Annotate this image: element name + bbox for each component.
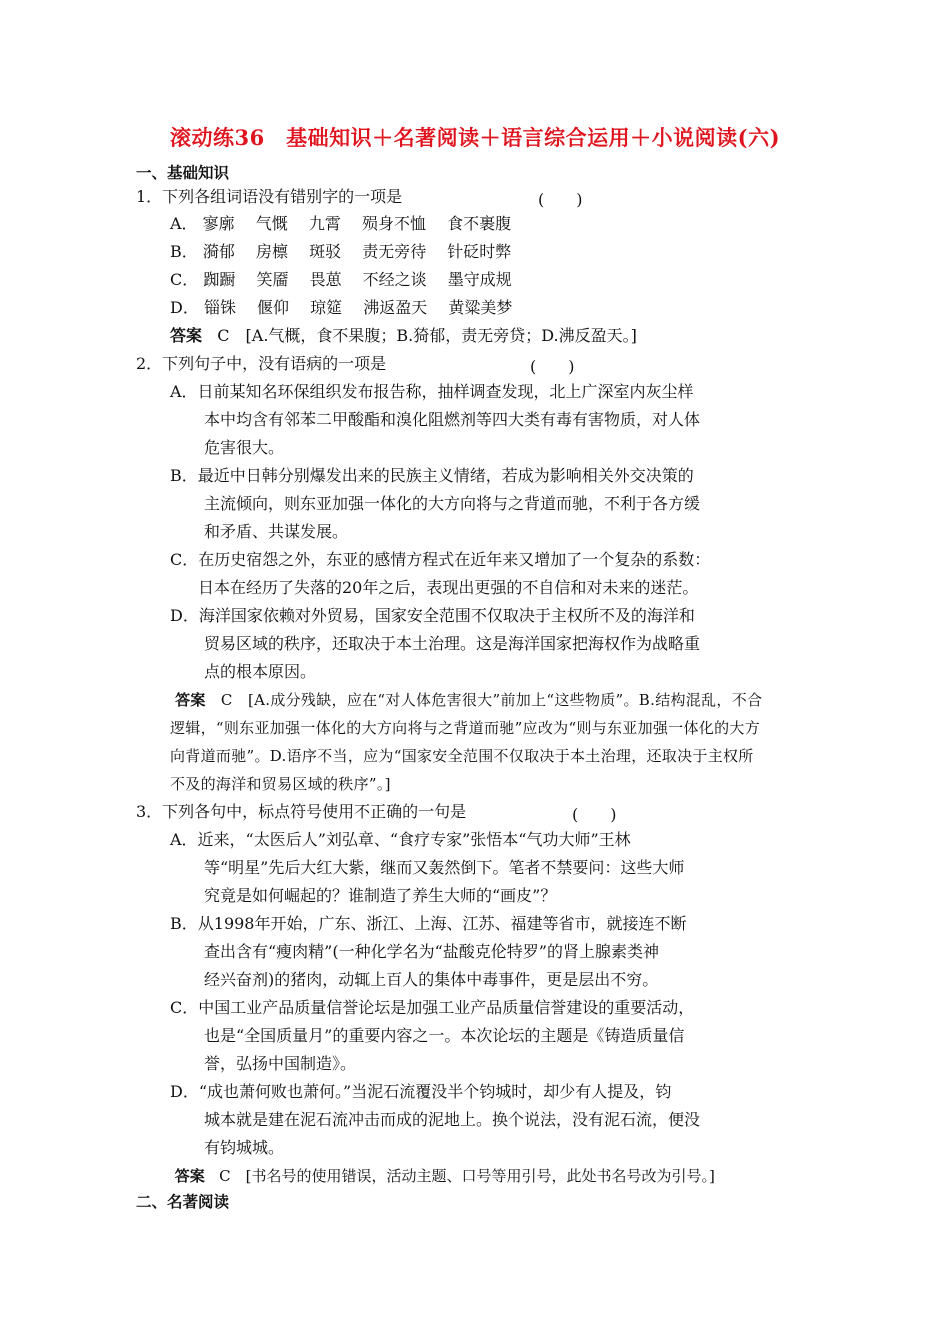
- option-word: 食不裹腹: [447, 214, 512, 233]
- option-word: 畏葸: [309, 270, 342, 289]
- option-word: 琼筵: [310, 298, 343, 317]
- option-word: 墨守成规: [447, 270, 512, 289]
- answer-label: 答案: [174, 1167, 205, 1185]
- answer-text: C [A.气概，食不果腹；B.猗郁，责无旁贷；D.沸反盈天。]: [217, 326, 637, 345]
- section-heading-basics: 一、基础知识: [136, 164, 230, 182]
- question-3-option-c-line-3: 誉，弘扬中国制造》。: [204, 1054, 357, 1073]
- question-3-answer: [170, 1166, 715, 1186]
- option-word: 偃仰: [257, 298, 290, 317]
- option-word: 黄粱美梦: [448, 298, 513, 317]
- question-2-answer-line-1: [170, 690, 762, 710]
- option-word: 不经之谈: [362, 270, 427, 289]
- option-letter: C．: [170, 270, 199, 289]
- option-word: 沸返盈天: [363, 298, 428, 317]
- question-2-option-a-line-1: A．日前某知名环保组织发布报告称，抽样调查发现，北上广深室内灰尘样: [170, 382, 694, 401]
- question-3-option-b-line-2: 查出含有“瘦肉精”(一种化学名为“盐酸克伦特罗”的肾上腺素类神: [204, 942, 659, 961]
- question-1-answer-blank: ( ): [538, 190, 583, 209]
- question-1-option-d: [170, 298, 528, 318]
- answer-label: 答案: [175, 691, 206, 709]
- question-3-option-a-line-1: A．近来，“太医后人”刘弘章、“食疗专家”张悟本“气功大师”王林: [170, 830, 631, 849]
- question-3-option-d-line-2: 城本就是建在泥石流冲击而成的泥地上。换个说法，没有泥石流，便没: [204, 1110, 701, 1129]
- option-word: 殒身不恤: [361, 214, 426, 233]
- question-3-option-b-line-1: B．从1998年开始，广东、浙江、上海、江苏、福建等省市，就接连不断: [170, 914, 687, 933]
- question-2-answer-blank: ( ): [530, 357, 575, 376]
- question-2-option-d-line-3: 点的根本原因。: [204, 662, 317, 681]
- question-2-option-b-line-1: B．最近中日韩分别爆发出来的民族主义情绪，若成为影响相关外交决策的: [170, 466, 694, 485]
- section-heading-classics: 二、名著阅读: [136, 1193, 230, 1211]
- answer-text: C [A.成分残缺，应在“对人体危害很大”前加上“这些物质”。B.结构混乱，不合: [220, 691, 763, 709]
- question-3-option-a-line-3: 究竟是如何崛起的？谁制造了养生大师的“画皮”？: [204, 886, 557, 905]
- option-word: 漪郁: [202, 242, 235, 261]
- question-3-answer-blank: ( ): [572, 805, 617, 824]
- question-2-option-c-line-2: 日本在经历了失落的20年之后，表现出更强的不自信和对未来的迷茫。: [198, 578, 699, 597]
- page-title: 滚动练36 基础知识＋名著阅读＋语言综合运用＋小说阅读(六): [169, 125, 781, 150]
- question-2-answer-line-2: 逻辑，“则东亚加强一体化的大方向将与之背道而驰”应改为“则与东亚加强一体化的大方: [170, 719, 761, 737]
- option-word: 责无旁待: [362, 242, 427, 261]
- question-1-answer: [170, 326, 637, 346]
- answer-label: 答案: [170, 326, 203, 345]
- question-3-option-c-line-2: 也是“全国质量月”的重要内容之一。本次论坛的主题是《铸造质量信: [204, 1026, 685, 1045]
- question-2-option-b-line-2: 主流倾向，则东亚加强一体化的大方向将与之背道而驰，不利于各方缓: [204, 494, 701, 513]
- option-letter: B．: [170, 242, 198, 261]
- question-3-option-c-line-1: C．中国工业产品质量信誉论坛是加强工业产品质量信誉建设的重要活动，: [170, 998, 695, 1017]
- option-word: 锱铢: [203, 298, 236, 317]
- question-3-option-d-line-1: D．“成也萧何败也萧何。”当泥石流覆没半个钧城时，却少有人提及，钧: [170, 1082, 672, 1101]
- option-word: 气慨: [255, 214, 288, 233]
- option-letter: A．: [170, 214, 198, 233]
- question-2-option-c-line-1: C．在历史宿怨之外，东亚的感情方程式在近年来又增加了一个复杂的系数：: [170, 550, 711, 569]
- option-word: 九霄: [308, 214, 341, 233]
- question-1-option-c: [170, 270, 528, 290]
- option-word: 斑驳: [309, 242, 342, 261]
- option-letter: D．: [170, 298, 199, 317]
- question-2-answer-line-3: 向背道而驰”。D.语序不当，应为“国家安全范围不仅取决于本土治理，还取决于主权所: [170, 747, 754, 765]
- question-1-option-a: [170, 214, 527, 234]
- question-1-stem: 1．下列各组词语没有错别字的一项是: [136, 187, 403, 206]
- option-word: 寥廓: [202, 214, 235, 233]
- answer-text: C [书名号的使用错误，活动主题、口号等用引号，此处书名号改为引号。]: [219, 1167, 715, 1185]
- question-1-option-b: [170, 242, 527, 262]
- question-3-option-a-line-2: 等“明星”先后大红大紫，继而又轰然倒下。笔者不禁要问：这些大师: [204, 858, 685, 877]
- question-2-stem: 2．下列句子中，没有语病的一项是: [136, 354, 387, 373]
- question-3-option-d-line-3: 有钧城城。: [204, 1138, 285, 1157]
- question-2-option-a-line-3: 危害很大。: [204, 438, 285, 457]
- question-3-option-b-line-3: 经兴奋剂)的猪肉，动辄上百人的集体中毒事件，更是层出不穷。: [204, 970, 659, 989]
- question-2-option-d-line-1: D．海洋国家依赖对外贸易，国家安全范围不仅取决于主权所不及的海洋和: [170, 606, 695, 625]
- question-2-option-b-line-3: 和矛盾、共谋发展。: [204, 522, 349, 541]
- option-word: 踟蹰: [203, 270, 236, 289]
- option-word: 笑靥: [256, 270, 289, 289]
- option-word: 房檩: [255, 242, 288, 261]
- question-2-option-a-line-2: 本中均含有邻苯二甲酸酯和溴化阻燃剂等四大类有毒有害物质，对人体: [204, 410, 701, 429]
- question-2-option-d-line-2: 贸易区域的秩序，还取决于本土治理。这是海洋国家把海权作为战略重: [204, 634, 701, 653]
- question-2-answer-line-4: 不及的海洋和贸易区域的秩序”。]: [170, 775, 391, 793]
- question-3-stem: 3．下列各句中，标点符号使用不正确的一句是: [136, 802, 467, 821]
- option-word: 针砭时弊: [447, 242, 512, 261]
